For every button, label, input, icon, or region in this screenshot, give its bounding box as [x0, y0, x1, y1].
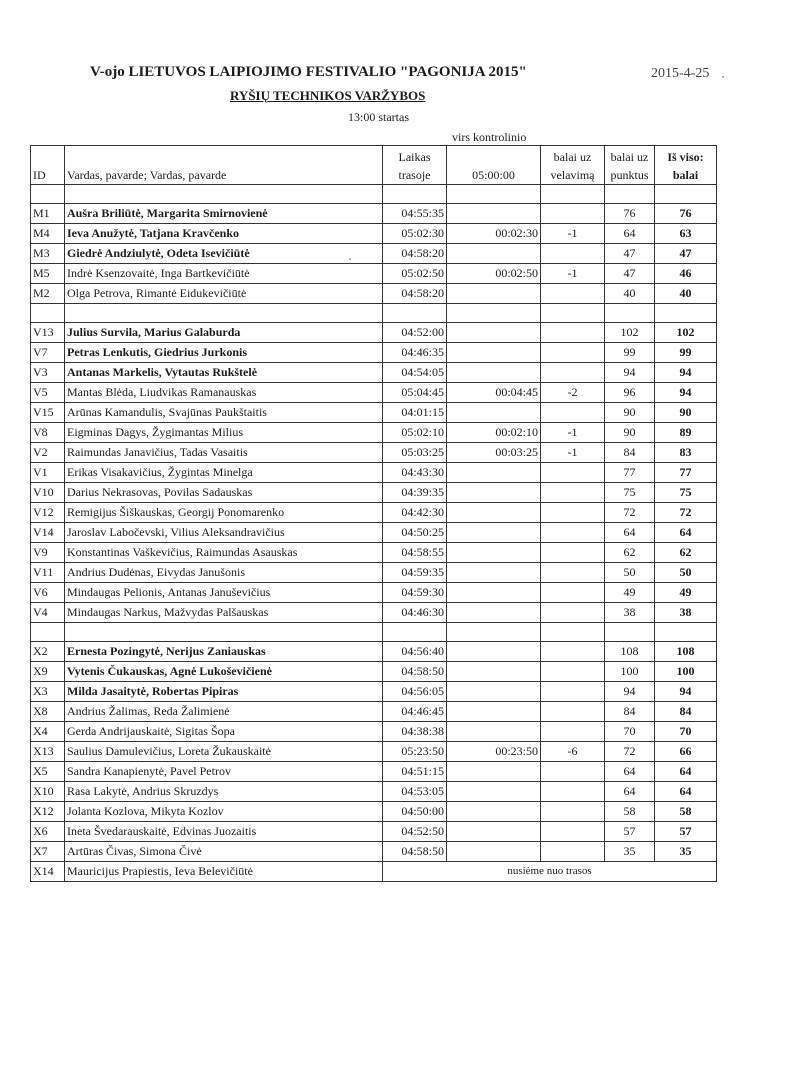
- overtime-cell: [447, 503, 541, 523]
- late-penalty-cell: -2: [541, 383, 605, 403]
- empty-cell: [383, 304, 447, 323]
- table-row: [31, 822, 717, 842]
- overtime-cell: [447, 802, 541, 822]
- team-id-cell: X13: [31, 742, 65, 762]
- team-id-cell: X8: [31, 702, 65, 722]
- checkpoint-points-cell: 99: [605, 343, 655, 363]
- total-points-cell: 50: [655, 563, 717, 583]
- overtime-cell: [447, 463, 541, 483]
- course-time-cell: 04:52:50: [383, 822, 447, 842]
- overtime-cell: [447, 343, 541, 363]
- empty-cell: [605, 623, 655, 642]
- total-points-cell: 64: [655, 782, 717, 802]
- header-total-line1: Iš viso:: [667, 150, 704, 164]
- table-row: [31, 603, 717, 623]
- team-id-cell: X7: [31, 842, 65, 862]
- header-name: Vardas, pavarde; Vardas, pavarde: [65, 146, 383, 185]
- checkpoint-points-cell: 50: [605, 563, 655, 583]
- total-points-cell: 77: [655, 463, 717, 483]
- overtime-cell: [447, 244, 541, 264]
- course-time-cell: 05:03:25: [383, 443, 447, 463]
- overtime-cell: [447, 722, 541, 742]
- course-time-cell: 05:02:50: [383, 264, 447, 284]
- team-id-cell: V12: [31, 503, 65, 523]
- header-time-line1: Laikas: [398, 150, 431, 164]
- late-penalty-cell: [541, 662, 605, 682]
- empty-cell: [31, 185, 65, 204]
- table-row: [31, 662, 717, 682]
- header-time-line2: trasoje: [398, 168, 431, 182]
- checkpoint-points-cell: 75: [605, 483, 655, 503]
- table-row: [31, 503, 717, 523]
- empty-cell: [655, 304, 717, 323]
- empty-cell: [655, 185, 717, 204]
- total-points-cell: 94: [655, 363, 717, 383]
- table-row: [31, 682, 717, 702]
- team-names-cell: Julius Survila, Marius Galaburda: [65, 323, 383, 343]
- team-names-cell: Remigijus Šiškauskas, Georgij Ponomarenko: [65, 503, 383, 523]
- overtime-cell: 00:03:25: [447, 443, 541, 463]
- late-penalty-cell: [541, 363, 605, 383]
- team-names-cell: Saulius Damulevičius, Loreta Žukauskaitė: [65, 742, 383, 762]
- group-spacer-row: [31, 185, 717, 204]
- team-names-cell: Vytenis Čukauskas, Agnė Lukoševičienė: [65, 662, 383, 682]
- course-time-cell: 04:42:30: [383, 503, 447, 523]
- table-header-row: [31, 146, 717, 185]
- team-names-cell: Mindaugas Narkus, Mažvydas Palšauskas: [65, 603, 383, 623]
- late-penalty-cell: -1: [541, 443, 605, 463]
- table-row: [31, 383, 717, 403]
- empty-cell: [541, 304, 605, 323]
- course-time-cell: 04:43:30: [383, 463, 447, 483]
- overtime-cell: [447, 822, 541, 842]
- empty-cell: [65, 185, 383, 204]
- checkpoint-points-cell: 58: [605, 802, 655, 822]
- empty-cell: [541, 185, 605, 204]
- checkpoint-points-cell: 38: [605, 603, 655, 623]
- team-names-cell: Milda Jasaitytė, Robertas Pipiras: [65, 682, 383, 702]
- team-names-cell: Indrė Ksenzovaitė, Inga Bartkevičiūtė: [65, 264, 383, 284]
- table-row: [31, 842, 717, 862]
- team-names-cell: Giedrė Andziulytė, Odeta Isevičiūtė: [65, 244, 383, 264]
- team-id-cell: V1: [31, 463, 65, 483]
- checkpoint-points-cell: 72: [605, 742, 655, 762]
- total-points-cell: 83: [655, 443, 717, 463]
- late-penalty-cell: [541, 682, 605, 702]
- course-time-cell: 04:51:15: [383, 762, 447, 782]
- team-names-cell: Sandra Kanapienytė, Pavel Petrov: [65, 762, 383, 782]
- empty-cell: [605, 185, 655, 204]
- total-points-cell: 90: [655, 403, 717, 423]
- overtime-cell: [447, 204, 541, 224]
- checkpoint-points-cell: 70: [605, 722, 655, 742]
- late-penalty-cell: -1: [541, 264, 605, 284]
- overtime-cell: [447, 403, 541, 423]
- checkpoint-points-cell: 40: [605, 284, 655, 304]
- empty-cell: [447, 185, 541, 204]
- late-penalty-cell: [541, 463, 605, 483]
- team-id-cell: V7: [31, 343, 65, 363]
- course-time-cell: 04:59:35: [383, 563, 447, 583]
- checkpoint-points-cell: 64: [605, 762, 655, 782]
- table-row: [31, 702, 717, 722]
- team-names-cell: Olga Petrova, Rimantė Eidukevičiūtė: [65, 284, 383, 304]
- overtime-cell: [447, 284, 541, 304]
- checkpoint-points-cell: 62: [605, 543, 655, 563]
- overtime-cell: [447, 662, 541, 682]
- group-spacer-row: [31, 623, 717, 642]
- empty-cell: [65, 304, 383, 323]
- team-names-cell: Konstantinas Vaškevičius, Raimundas Asauskas: [65, 543, 383, 563]
- team-id-cell: V8: [31, 423, 65, 443]
- late-penalty-cell: [541, 722, 605, 742]
- late-penalty-cell: [541, 583, 605, 603]
- overtime-cell: 00:04:45: [447, 383, 541, 403]
- empty-cell: [447, 623, 541, 642]
- overtime-cell: [447, 563, 541, 583]
- overtime-cell: [447, 642, 541, 662]
- late-penalty-cell: [541, 782, 605, 802]
- table-row: [31, 363, 717, 383]
- empty-cell: [383, 623, 447, 642]
- team-id-cell: V5: [31, 383, 65, 403]
- overtime-cell: 00:23:50: [447, 742, 541, 762]
- team-id-cell: V4: [31, 603, 65, 623]
- late-penalty-cell: [541, 284, 605, 304]
- header-penalty: [541, 146, 605, 185]
- results-table: [30, 145, 717, 882]
- total-points-cell: 47: [655, 244, 717, 264]
- late-penalty-cell: [541, 403, 605, 423]
- checkpoint-points-cell: 108: [605, 642, 655, 662]
- overtime-cell: [447, 842, 541, 862]
- team-names-cell: Andrius Žalimas, Reda Žalimienė: [65, 702, 383, 722]
- overtime-cell: [447, 702, 541, 722]
- late-penalty-cell: [541, 842, 605, 862]
- team-names-cell: Aušra Briliūtė, Margarita Smirnovienė: [65, 204, 383, 224]
- team-names-cell: Andrius Dudėnas, Eivydas Janušonis: [65, 563, 383, 583]
- overtime-cell: [447, 682, 541, 702]
- team-id-cell: V10: [31, 483, 65, 503]
- checkpoint-points-cell: 100: [605, 662, 655, 682]
- course-time-cell: 04:58:20: [383, 244, 447, 264]
- late-penalty-cell: [541, 822, 605, 842]
- course-time-cell: 04:58:55: [383, 543, 447, 563]
- late-penalty-cell: [541, 343, 605, 363]
- course-time-cell: 04:58:50: [383, 662, 447, 682]
- late-penalty-cell: -6: [541, 742, 605, 762]
- team-id-cell: X6: [31, 822, 65, 842]
- team-names-cell: Jaroslav Labočevski, Vilius Aleksandravičius: [65, 523, 383, 543]
- table-row: [31, 563, 717, 583]
- total-points-cell: 75: [655, 483, 717, 503]
- total-points-cell: 38: [655, 603, 717, 623]
- team-id-cell: X3: [31, 682, 65, 702]
- course-time-cell: 04:50:00: [383, 802, 447, 822]
- checkpoint-points-cell: 64: [605, 224, 655, 244]
- team-names-cell: Artūras Čivas, Simona Čivė: [65, 842, 383, 862]
- late-penalty-cell: [541, 323, 605, 343]
- total-points-cell: 66: [655, 742, 717, 762]
- overtime-cell: [447, 583, 541, 603]
- course-time-cell: 04:46:45: [383, 702, 447, 722]
- document-subtitle: RYŠIŲ TECHNIKOS VARŽYBOS: [230, 88, 426, 103]
- course-time-cell: 04:52:00: [383, 323, 447, 343]
- team-id-cell: X14: [31, 862, 65, 882]
- total-points-cell: 89: [655, 423, 717, 443]
- course-time-cell: 04:59:30: [383, 583, 447, 603]
- total-points-cell: 57: [655, 822, 717, 842]
- table-row: [31, 762, 717, 782]
- team-id-cell: V3: [31, 363, 65, 383]
- header-penalty-line2: velavimą: [550, 168, 595, 182]
- empty-cell: [447, 304, 541, 323]
- checkpoint-points-cell: 77: [605, 463, 655, 483]
- course-time-cell: 04:58:20: [383, 284, 447, 304]
- header-points: [605, 146, 655, 185]
- checkpoint-points-cell: 47: [605, 264, 655, 284]
- team-names-cell: Arūnas Kamandulis, Svajūnas Paukštaitis: [65, 403, 383, 423]
- total-points-cell: 94: [655, 383, 717, 403]
- table-row: [31, 722, 717, 742]
- overtime-cell: [447, 523, 541, 543]
- overtime-cell: 00:02:30: [447, 224, 541, 244]
- total-points-cell: 100: [655, 662, 717, 682]
- table-row: [31, 483, 717, 503]
- table-row: [31, 543, 717, 563]
- course-time-cell: 05:02:10: [383, 423, 447, 443]
- empty-cell: [65, 623, 383, 642]
- course-time-cell: 04:01:15: [383, 403, 447, 423]
- team-id-cell: X2: [31, 642, 65, 662]
- late-penalty-cell: -1: [541, 423, 605, 443]
- table-row: [31, 204, 717, 224]
- withdrawn-note-cell: nusiėme nuo trasos: [383, 862, 717, 882]
- checkpoint-points-cell: 94: [605, 363, 655, 383]
- table-row: [31, 802, 717, 822]
- team-id-cell: V11: [31, 563, 65, 583]
- team-id-cell: M2: [31, 284, 65, 304]
- document-date: 2015-4-25: [651, 66, 710, 81]
- checkpoint-points-cell: 57: [605, 822, 655, 842]
- course-time-cell: 04:56:40: [383, 642, 447, 662]
- table-row: [31, 523, 717, 543]
- empty-cell: [605, 304, 655, 323]
- total-points-cell: 58: [655, 802, 717, 822]
- empty-cell: [31, 304, 65, 323]
- team-id-cell: X9: [31, 662, 65, 682]
- total-points-cell: 64: [655, 523, 717, 543]
- team-names-cell: Mantas Blėda, Liudvikas Ramanauskas: [65, 383, 383, 403]
- table-row: [31, 782, 717, 802]
- team-id-cell: M1: [31, 204, 65, 224]
- total-points-cell: 35: [655, 842, 717, 862]
- team-id-cell: M3: [31, 244, 65, 264]
- checkpoint-points-cell: 49: [605, 583, 655, 603]
- late-penalty-cell: [541, 483, 605, 503]
- table-row: [31, 423, 717, 443]
- late-penalty-cell: [541, 802, 605, 822]
- table-row: [31, 244, 717, 264]
- late-penalty-cell: [541, 543, 605, 563]
- team-names-cell: Erikas Visakavičius, Žygintas Minelga: [65, 463, 383, 483]
- course-time-cell: 04:46:30: [383, 603, 447, 623]
- header-points-line2: punktus: [610, 168, 649, 182]
- checkpoint-points-cell: 90: [605, 403, 655, 423]
- course-time-cell: 04:50:25: [383, 523, 447, 543]
- team-id-cell: M5: [31, 264, 65, 284]
- course-time-cell: 04:53:05: [383, 782, 447, 802]
- table-row: [31, 642, 717, 662]
- table-row: [31, 264, 717, 284]
- late-penalty-cell: [541, 762, 605, 782]
- header-penalty-line1: balai uz: [553, 150, 592, 164]
- team-id-cell: V13: [31, 323, 65, 343]
- total-points-cell: 108: [655, 642, 717, 662]
- late-penalty-cell: [541, 204, 605, 224]
- scan-speck: [722, 76, 724, 78]
- overtime-cell: [447, 543, 541, 563]
- overtime-cell: 00:02:10: [447, 423, 541, 443]
- table-row: [31, 403, 717, 423]
- team-id-cell: M4: [31, 224, 65, 244]
- checkpoint-points-cell: 94: [605, 682, 655, 702]
- overtime-cell: [447, 483, 541, 503]
- checkpoint-points-cell: 76: [605, 204, 655, 224]
- total-points-cell: 40: [655, 284, 717, 304]
- total-points-cell: 49: [655, 583, 717, 603]
- team-names-cell: Eigminas Dagys, Žygimantas Milius: [65, 423, 383, 443]
- team-id-cell: V6: [31, 583, 65, 603]
- team-names-cell: Raimundas Janavičius, Tadas Vasaitis: [65, 443, 383, 463]
- team-id-cell: V14: [31, 523, 65, 543]
- late-penalty-cell: [541, 503, 605, 523]
- table-row: [31, 583, 717, 603]
- course-time-cell: 04:39:35: [383, 483, 447, 503]
- checkpoint-points-cell: 90: [605, 423, 655, 443]
- total-points-cell: 46: [655, 264, 717, 284]
- late-penalty-cell: [541, 702, 605, 722]
- start-time-note: 13:00 startas: [348, 110, 409, 124]
- over-control-note: virs kontrolinio: [452, 130, 527, 144]
- total-points-cell: 62: [655, 543, 717, 563]
- overtime-cell: [447, 363, 541, 383]
- header-over: 05:00:00: [447, 146, 541, 185]
- team-id-cell: X5: [31, 762, 65, 782]
- late-penalty-cell: [541, 603, 605, 623]
- course-time-cell: 05:04:45: [383, 383, 447, 403]
- overtime-cell: [447, 762, 541, 782]
- team-names-cell: Darius Nekrasovas, Povilas Sadauskas: [65, 483, 383, 503]
- checkpoint-points-cell: 47: [605, 244, 655, 264]
- checkpoint-points-cell: 64: [605, 523, 655, 543]
- total-points-cell: 72: [655, 503, 717, 523]
- table-row: [31, 343, 717, 363]
- checkpoint-points-cell: 84: [605, 702, 655, 722]
- checkpoint-points-cell: 84: [605, 443, 655, 463]
- team-names-cell: Jolanta Kozlova, Mikyta Kozlov: [65, 802, 383, 822]
- checkpoint-points-cell: 96: [605, 383, 655, 403]
- course-time-cell: 04:38:38: [383, 722, 447, 742]
- late-penalty-cell: [541, 563, 605, 583]
- late-penalty-cell: [541, 523, 605, 543]
- team-names-cell: Antanas Markelis, Vytautas Rukštelė: [65, 363, 383, 383]
- team-names-cell: Rasa Lakytė, Andrius Skruzdys: [65, 782, 383, 802]
- team-names-cell: Gerda Andrijauskaitė, Sigitas Šopa: [65, 722, 383, 742]
- overtime-cell: [447, 603, 541, 623]
- checkpoint-points-cell: 64: [605, 782, 655, 802]
- total-points-cell: 99: [655, 343, 717, 363]
- total-points-cell: 76: [655, 204, 717, 224]
- team-id-cell: V15: [31, 403, 65, 423]
- empty-cell: [541, 623, 605, 642]
- course-time-cell: 04:55:35: [383, 204, 447, 224]
- group-spacer-row: [31, 304, 717, 323]
- total-points-cell: 94: [655, 682, 717, 702]
- total-points-cell: 64: [655, 762, 717, 782]
- team-id-cell: V9: [31, 543, 65, 563]
- team-id-cell: X10: [31, 782, 65, 802]
- header-total-line2: balai: [672, 168, 699, 182]
- course-time-cell: 04:54:05: [383, 363, 447, 383]
- total-points-cell: 70: [655, 722, 717, 742]
- team-id-cell: X4: [31, 722, 65, 742]
- table-row: [31, 224, 717, 244]
- team-names-cell: Petras Lenkutis, Giedrius Jurkonis: [65, 343, 383, 363]
- team-id-cell: V2: [31, 443, 65, 463]
- table-row: [31, 284, 717, 304]
- team-names-cell: Ineta Švedarauskaitė, Edvinas Juozaitis: [65, 822, 383, 842]
- header-points-line1: balai uz: [610, 150, 649, 164]
- late-penalty-cell: [541, 642, 605, 662]
- course-time-cell: 04:56:05: [383, 682, 447, 702]
- course-time-cell: 05:02:30: [383, 224, 447, 244]
- table-row: [31, 323, 717, 343]
- overtime-cell: [447, 323, 541, 343]
- overtime-cell: 00:02:50: [447, 264, 541, 284]
- course-time-cell: 04:58:50: [383, 842, 447, 862]
- checkpoint-points-cell: 35: [605, 842, 655, 862]
- header-time: [383, 146, 447, 185]
- empty-cell: [31, 623, 65, 642]
- checkpoint-points-cell: 102: [605, 323, 655, 343]
- document-title: V-ojo LIETUVOS LAIPIOJIMO FESTIVALIO "PAGONIJA 2015": [90, 64, 527, 80]
- team-names-cell: Ieva Anužytė, Tatjana Kravčenko: [65, 224, 383, 244]
- course-time-cell: 04:46:35: [383, 343, 447, 363]
- header-total: [655, 146, 717, 185]
- total-points-cell: 102: [655, 323, 717, 343]
- table-row: [31, 463, 717, 483]
- team-names-cell: Ernesta Pozingytė, Nerijus Zaniauskas: [65, 642, 383, 662]
- table-row-withdrawn: [31, 862, 717, 882]
- table-row: [31, 443, 717, 463]
- late-penalty-cell: [541, 244, 605, 264]
- header-id: ID: [31, 146, 65, 185]
- table-row: [31, 742, 717, 762]
- team-id-cell: X12: [31, 802, 65, 822]
- team-names-cell: Mauricijus Prapiestis, Ieva Belevičiūtė: [65, 862, 383, 882]
- checkpoint-points-cell: 72: [605, 503, 655, 523]
- late-penalty-cell: -1: [541, 224, 605, 244]
- course-time-cell: 05:23:50: [383, 742, 447, 762]
- team-names-cell: Mindaugas Pelionis, Antanas Januševičius: [65, 583, 383, 603]
- total-points-cell: 63: [655, 224, 717, 244]
- total-points-cell: 84: [655, 702, 717, 722]
- empty-cell: [655, 623, 717, 642]
- empty-cell: [383, 185, 447, 204]
- overtime-cell: [447, 782, 541, 802]
